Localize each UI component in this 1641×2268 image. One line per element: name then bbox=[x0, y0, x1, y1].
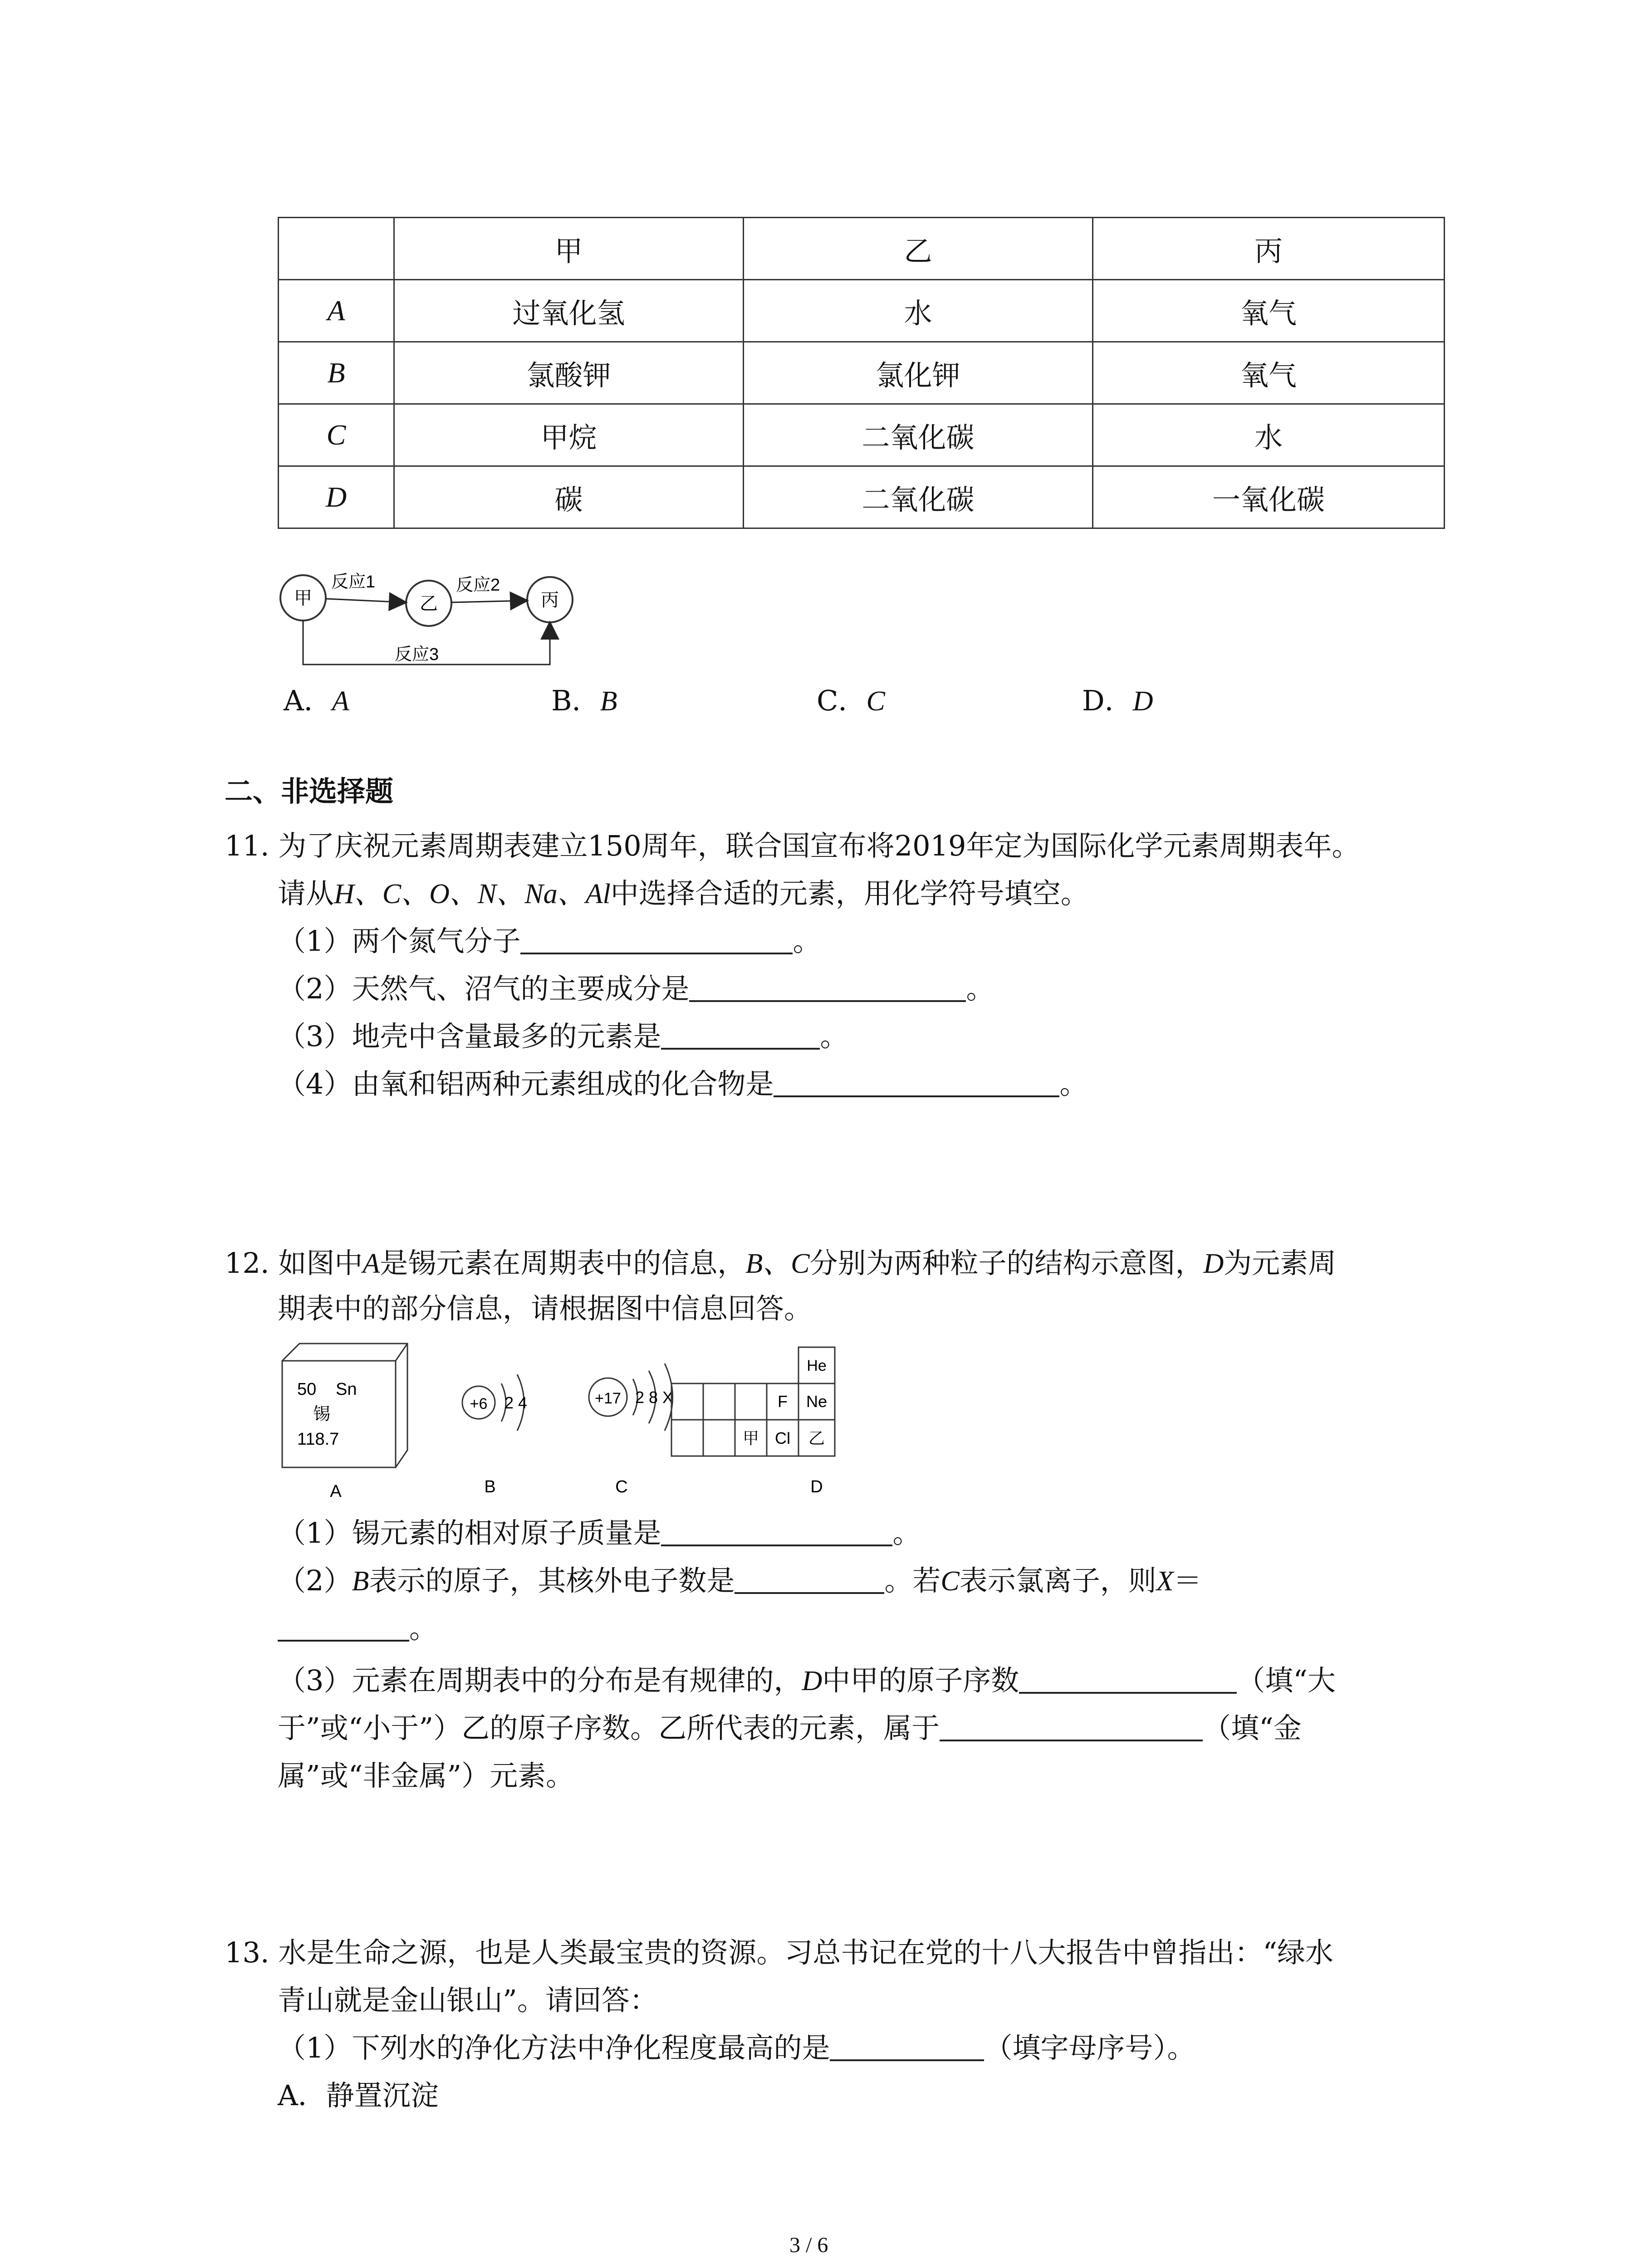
fig-a-tin-cube bbox=[282, 1344, 407, 1467]
fig-a-name: 锡 bbox=[313, 1405, 331, 1424]
fig-c-label: C bbox=[615, 1477, 628, 1496]
q12-sub2: （2）B表示的原子，其核外电子数是 。若C表示氯离子，则X＝ bbox=[278, 1564, 1202, 1597]
fig-d-ne: Ne bbox=[806, 1392, 828, 1411]
table-cell: 二氧化碳 bbox=[744, 466, 1093, 528]
fig-b-label: B bbox=[484, 1477, 496, 1496]
answer-blank[interactable] bbox=[830, 2034, 984, 2061]
table-row bbox=[279, 342, 1445, 404]
row-label: C bbox=[279, 404, 394, 466]
node-jia-label: 甲 bbox=[294, 588, 312, 608]
fig-a-label: A bbox=[330, 1482, 342, 1501]
table-header-cell: 乙 bbox=[744, 218, 1093, 280]
fig-d-cl: Cl bbox=[775, 1429, 790, 1447]
answer-blank[interactable] bbox=[278, 1614, 409, 1642]
fig-c-shells: 2 8 X bbox=[635, 1388, 674, 1407]
section-title: 二、非选择题 bbox=[225, 775, 394, 808]
answer-blank[interactable] bbox=[735, 1567, 884, 1594]
table-cell: 碳 bbox=[394, 466, 744, 528]
row-label: D bbox=[279, 466, 394, 528]
table-cell: 水 bbox=[1093, 404, 1445, 466]
q11-sub3: （3）地壳中含量最多的元素是 。 bbox=[278, 1020, 848, 1053]
fig-c-nucleus: +17 bbox=[595, 1390, 621, 1407]
table-cell: 一氧化碳 bbox=[1093, 466, 1445, 528]
q12-line1: 12. 如图中A是锡元素在周期表中的信息，B、C分别为两种粒子的结构示意图，D为元素周 bbox=[225, 1246, 1337, 1280]
table-cell: 水 bbox=[744, 280, 1093, 342]
table-cell: 氧气 bbox=[1093, 280, 1445, 342]
edge-label-2: 反应2 bbox=[456, 576, 500, 595]
fig-a-symbol: Sn bbox=[336, 1380, 357, 1399]
answer-blank[interactable] bbox=[774, 1070, 1059, 1097]
q11-line1: 11. 为了庆祝元素周期表建立150周年，联合国宣布将2019年定为国际化学元素周期表年。 bbox=[225, 829, 1360, 862]
q13-line2: 青山就是金山银山”。请回答： bbox=[278, 1984, 658, 2017]
q11-sub2: （2）天然气、沼气的主要成分是 。 bbox=[278, 972, 994, 1005]
fig-d-yi: 乙 bbox=[808, 1429, 825, 1447]
choice-a[interactable]: A．A bbox=[284, 684, 349, 717]
node-bing-label: 丙 bbox=[541, 590, 559, 610]
q13-option-a: A．静置沉淀 bbox=[278, 2079, 439, 2112]
q11-line2: 请从H、C、O、N、Na、Al中选择合适的元素，用化学符号填空。 bbox=[278, 877, 1089, 910]
node-yi-label: 乙 bbox=[420, 594, 438, 614]
fig-d-label: D bbox=[810, 1477, 823, 1496]
table-cell: 氯化钾 bbox=[744, 342, 1093, 404]
fig-b-nucleus: +6 bbox=[470, 1395, 488, 1413]
arrow-reaction2 bbox=[451, 601, 526, 602]
arrow-reaction1 bbox=[326, 599, 405, 602]
q12-sub3: （3）元素在周期表中的分布是有规律的，D中甲的原子序数 （填“大 bbox=[278, 1664, 1336, 1697]
fig-d-f: F bbox=[778, 1392, 788, 1411]
choice-d[interactable]: D．D bbox=[1082, 684, 1153, 717]
answer-blank[interactable] bbox=[689, 975, 966, 1002]
q12-sub3-line3: 属”或“非金属”）元素。 bbox=[278, 1759, 574, 1792]
q11-sub4: （4）由氧和铝两种元素组成的化合物是 。 bbox=[278, 1067, 1088, 1100]
table-header-cell: 丙 bbox=[1093, 218, 1445, 280]
q12-sub1: （1）锡元素的相对原子质量是 。 bbox=[278, 1516, 921, 1549]
row-label: B bbox=[279, 342, 394, 404]
table-header-cell bbox=[279, 218, 394, 280]
edge-label-3: 反应3 bbox=[395, 645, 439, 664]
q13-line1: 13. 水是生命之源，也是人类最宝贵的资源。习总书记在党的十八大报告中曾指出：“绿水 bbox=[225, 1936, 1334, 1969]
q13-sub1: （1）下列水的净化方法中净化程度最高的是 （填字母序号）。 bbox=[278, 2031, 1195, 2064]
table-header-row bbox=[279, 218, 1445, 280]
answer-blank[interactable] bbox=[661, 1022, 820, 1050]
table-row bbox=[279, 404, 1445, 466]
fig-b-atom bbox=[462, 1374, 527, 1431]
q12-sub3-line2: 于”或“小于”）乙的原子序数。乙所代表的元素，属于 （填“金 bbox=[278, 1711, 1302, 1745]
table-cell: 氯酸钾 bbox=[394, 342, 744, 404]
options-table bbox=[278, 217, 1445, 529]
table-cell: 氧气 bbox=[1093, 342, 1445, 404]
choice-b[interactable]: B．B bbox=[551, 684, 617, 717]
q12-figure bbox=[272, 1338, 916, 1506]
fig-d-jia: 甲 bbox=[742, 1429, 759, 1447]
table-cell: 甲烷 bbox=[394, 404, 744, 466]
fig-b-shells: 2 4 bbox=[505, 1393, 528, 1412]
edge-label-1: 反应1 bbox=[331, 572, 376, 591]
table-row bbox=[279, 280, 1445, 342]
answer-blank[interactable] bbox=[940, 1714, 1203, 1741]
fig-a-mass: 118.7 bbox=[297, 1430, 339, 1449]
fig-a-number: 50 bbox=[297, 1380, 317, 1399]
row-label: A bbox=[279, 280, 394, 342]
answer-blank[interactable] bbox=[1019, 1667, 1237, 1694]
answer-blank[interactable] bbox=[661, 1519, 892, 1546]
choice-c[interactable]: C．C bbox=[817, 684, 885, 717]
reaction-diagram bbox=[272, 562, 590, 680]
fig-d-he: He bbox=[807, 1357, 827, 1374]
fig-c-atom bbox=[589, 1364, 673, 1431]
answer-blank[interactable] bbox=[520, 927, 793, 954]
table-cell: 二氧化碳 bbox=[744, 404, 1093, 466]
page-number: 3 / 6 bbox=[789, 2233, 828, 2257]
table-cell: 过氧化氢 bbox=[394, 280, 744, 342]
q11-sub1: （1）两个氮气分子 。 bbox=[278, 924, 821, 958]
table-row bbox=[279, 466, 1445, 528]
q12-sub2-cont: 。 bbox=[278, 1610, 437, 1647]
table-header-cell: 甲 bbox=[394, 218, 744, 280]
q12-line2: 期表中的部分信息，请根据图中信息回答。 bbox=[278, 1292, 813, 1325]
